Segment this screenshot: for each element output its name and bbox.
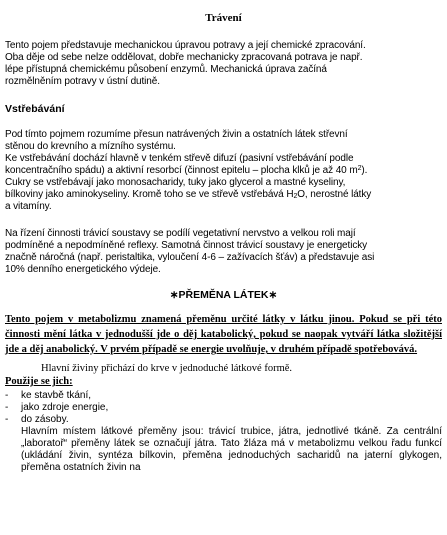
text-segment: koncentračního spádu) a aktivní resorbcí (činnost epitelu – plocha klků je až 40 m bbox=[5, 165, 358, 176]
vstrebavani-paragraph bbox=[5, 129, 442, 213]
text-line: a vitamíny. bbox=[5, 201, 52, 212]
text-segment: O, nerostné látky bbox=[297, 189, 372, 200]
text-line: značně náročná (např. peristaltika, vyloučení 4-6 – zažívacích šťáv) a představuje asi bbox=[5, 252, 375, 263]
list-item-text: jako zdroje energie, bbox=[21, 402, 109, 413]
dash-bullet: - bbox=[5, 414, 9, 425]
nutrients-line: Hlavní živiny přichází do krve v jednoduché látkové formě. bbox=[41, 363, 293, 374]
dash-bullet: - bbox=[5, 390, 9, 401]
list-item bbox=[5, 414, 442, 426]
intro-line: Oba děje od sebe nelze oddělovat, dobře mechanicky zpracovaná potrava je např. bbox=[5, 52, 363, 63]
rizeni-paragraph bbox=[5, 228, 442, 276]
text-line: Pod tímto pojmem rozumíme přesun natrávených živin a ostatních látek střevní bbox=[5, 129, 348, 140]
text-line bbox=[5, 165, 442, 177]
text-line: Ke vstřebávání dochází hlavně v tenkém střevě difuzí (pasivní vstřebávání podle bbox=[5, 153, 354, 164]
text-line: podmíněné a nepodmíněné reflexy. Samotná činnost trávicí soustavy je energeticky bbox=[5, 240, 368, 251]
subscript: 2 bbox=[293, 193, 298, 200]
heading-vstrebavani: Vstřebávání bbox=[5, 103, 65, 115]
superscript: 2 bbox=[357, 165, 362, 172]
page-title: Trávení bbox=[205, 12, 242, 24]
final-paragraph: Hlavním místem látkové přeměny jsou: trávicí trubice, játra, jednotlivé tkáně. Za centrální „laboratoř“ přeměny látek se označují játra. Tato žláza má v metabolizmu velkou řadu funkcí (ukládání živin, syntéza bílkovin, přeměna jednoduchých sacharidů na jaterní glykogen, přeměna ostatních živin na bbox=[21, 426, 442, 473]
list-item bbox=[5, 402, 442, 414]
text-line: 10% denního energetického výdeje. bbox=[5, 264, 161, 275]
text-line: stěnou do krevního a mízního systému. bbox=[5, 141, 176, 152]
text-line bbox=[5, 189, 442, 201]
usage-list bbox=[5, 390, 442, 426]
text-segment: bílkoviny jako aminokyseliny. Kromě toho se ve střevě vstřebává H bbox=[5, 189, 294, 200]
list-item-text: do zásoby. bbox=[21, 414, 69, 425]
text-segment: ). bbox=[361, 165, 368, 176]
section-title: ∗PŘEMĚNA LÁTEK∗ bbox=[169, 289, 278, 301]
metabolism-paragraph: Tento pojem v metabolizmu znamená přeměnu určité látky v látku jinou. Pokud se při této činnosti mění látka v jednodušší jde o děj katabolický, pokud se naopak vytváří látka složitější jde a děj anabolický. V prvém případě se energie uvolňuje, v druhém případě spotřebovává. bbox=[5, 314, 442, 355]
text-line: Cukry se vstřebávají jako monosacharidy, tuky jako glycerol a mastné kyseliny, bbox=[5, 177, 346, 188]
intro-paragraph bbox=[5, 40, 442, 88]
list-item bbox=[5, 390, 442, 402]
intro-line: Tento pojem představuje mechanickou úpravou potravy a její chemické zpracování. bbox=[5, 40, 366, 51]
intro-line: rozmělněním potravy v ústní dutině. bbox=[5, 76, 160, 87]
usage-label: Použije se jich: bbox=[5, 376, 73, 387]
intro-line: lépe přístupná chemickému působení enzymů. Mechanická úprava začíná bbox=[5, 64, 327, 75]
dash-bullet: - bbox=[5, 402, 9, 413]
list-item-text: ke stavbě tkání, bbox=[21, 390, 92, 401]
text-line: Na řízení činnosti trávicí soustavy se podílí vegetativní nervstvo a velkou roli mají bbox=[5, 228, 356, 239]
